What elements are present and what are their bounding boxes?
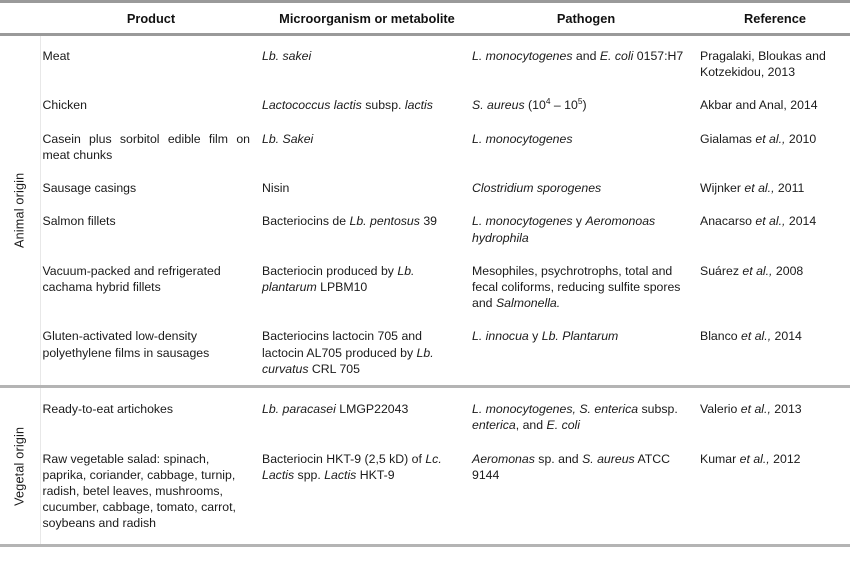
cell-microorganism: Bacteriocin produced by Lb. plantarum LPBM10 bbox=[262, 263, 415, 294]
cell-pathogen: L. monocytogenes, S. enterica subsp. enterica, and E. coli bbox=[472, 402, 678, 433]
table-row bbox=[0, 35, 850, 89]
cell-product: Sausage casings bbox=[42, 181, 137, 196]
cell-pathogen: L. innocua y Lb. Plantarum bbox=[472, 329, 619, 344]
table-row bbox=[0, 88, 850, 121]
cell-pathogen: Mesophiles, psychrotrophs, total and fecal coliforms, reducing sulfite spores and Salmonella. bbox=[472, 263, 681, 311]
cell-microorganism: Nisin bbox=[262, 181, 290, 196]
column-header-pathogen: Pathogen bbox=[556, 11, 616, 26]
origin-group-label-1 bbox=[0, 35, 40, 387]
column-header-microorganism: Microorganism or metabolite bbox=[279, 11, 455, 26]
table-row bbox=[0, 122, 850, 171]
origin-label-text: Animal origin bbox=[12, 172, 27, 249]
cell-product: Chicken bbox=[42, 98, 87, 113]
cell-reference: Kumar et al., 2012 bbox=[700, 451, 801, 466]
cell-microorganism: Lb. paracasei LMGP22043 bbox=[262, 402, 409, 417]
cell-pathogen: Clostridium sporogenes bbox=[472, 181, 602, 196]
cell-microorganism: Bacteriocins lactocin 705 and lactocin AL705 produced by Lb. curvatus CRL 705 bbox=[262, 329, 434, 376]
cell-product: Raw vegetable salad: spinach, paprika, coriander, cabbage, turnip, radish, betel leaves, mushrooms, cucumber, cabbage, tomato, carrot, soybeans and radish bbox=[42, 451, 236, 531]
cell-reference: Valerio et al., 2013 bbox=[700, 402, 802, 417]
cell-microorganism: Bacteriocin HKT-9 (2,5 kD) of Lc. Lactis spp. Lactis HKT-9 bbox=[262, 451, 442, 482]
column-header-origin bbox=[0, 2, 40, 35]
column-header-reference: Reference bbox=[744, 11, 806, 26]
column-header-product: Product bbox=[126, 11, 176, 26]
table-bottom-rule bbox=[0, 545, 850, 547]
origin-label-text: Vegetal origin bbox=[12, 426, 27, 506]
cell-reference: Suárez et al., 2008 bbox=[700, 263, 804, 278]
table-row bbox=[0, 442, 850, 546]
table-header-row bbox=[0, 2, 850, 35]
table-body bbox=[0, 35, 850, 547]
cell-pathogen: S. aureus $(10^4 - 10^5)$ bbox=[472, 96, 587, 113]
table-header bbox=[0, 2, 850, 35]
cell-reference: Wijnker et al., 2011 bbox=[700, 181, 805, 196]
cell-reference: Akbar and Anal, 2014 bbox=[700, 98, 818, 113]
origin-group-label-2 bbox=[0, 387, 40, 546]
cell-product: Salmon fillets bbox=[42, 214, 116, 229]
cell-pathogen: L. monocytogenes y Aeromonoas hydrophila bbox=[472, 214, 656, 245]
cell-microorganism: Lb. Sakei bbox=[262, 131, 314, 146]
cell-product: Ready-to-eat artichokes bbox=[42, 402, 174, 417]
cell-product: Casein plus sorbitol edible film on meat chunks bbox=[42, 131, 250, 162]
cell-product: Gluten-activated low-density polyethylene films in sausages bbox=[42, 329, 210, 360]
table-row bbox=[0, 171, 850, 204]
cell-reference: Blanco et al., 2014 bbox=[700, 329, 802, 344]
cell-pathogen: Aeromonas sp. and S. aureus ATCC 9144 bbox=[472, 451, 671, 482]
cell-microorganism: Bacteriocins de Lb. pentosus 39 bbox=[262, 214, 438, 229]
table-row bbox=[0, 254, 850, 320]
cell-product: Meat bbox=[42, 49, 70, 63]
cell-reference: Pragalaki, Bloukas and Kotzekidou, 2013 bbox=[700, 49, 826, 80]
table-row bbox=[0, 387, 850, 442]
cell-microorganism: Lb. sakei bbox=[262, 49, 312, 63]
cell-pathogen: L. monocytogenes and E. coli 0157:H7 bbox=[472, 49, 684, 63]
table-row bbox=[0, 319, 850, 386]
cell-microorganism: Lactococcus lactis subsp. lactis bbox=[262, 98, 433, 113]
cell-pathogen: L. monocytogenes bbox=[472, 131, 573, 146]
table-row bbox=[0, 204, 850, 253]
cell-product: Vacuum-packed and refrigerated cachama hybrid fillets bbox=[42, 263, 221, 294]
cell-reference: Gialamas et al., 2010 bbox=[700, 131, 817, 146]
cell-reference: Anacarso et al., 2014 bbox=[700, 214, 817, 229]
